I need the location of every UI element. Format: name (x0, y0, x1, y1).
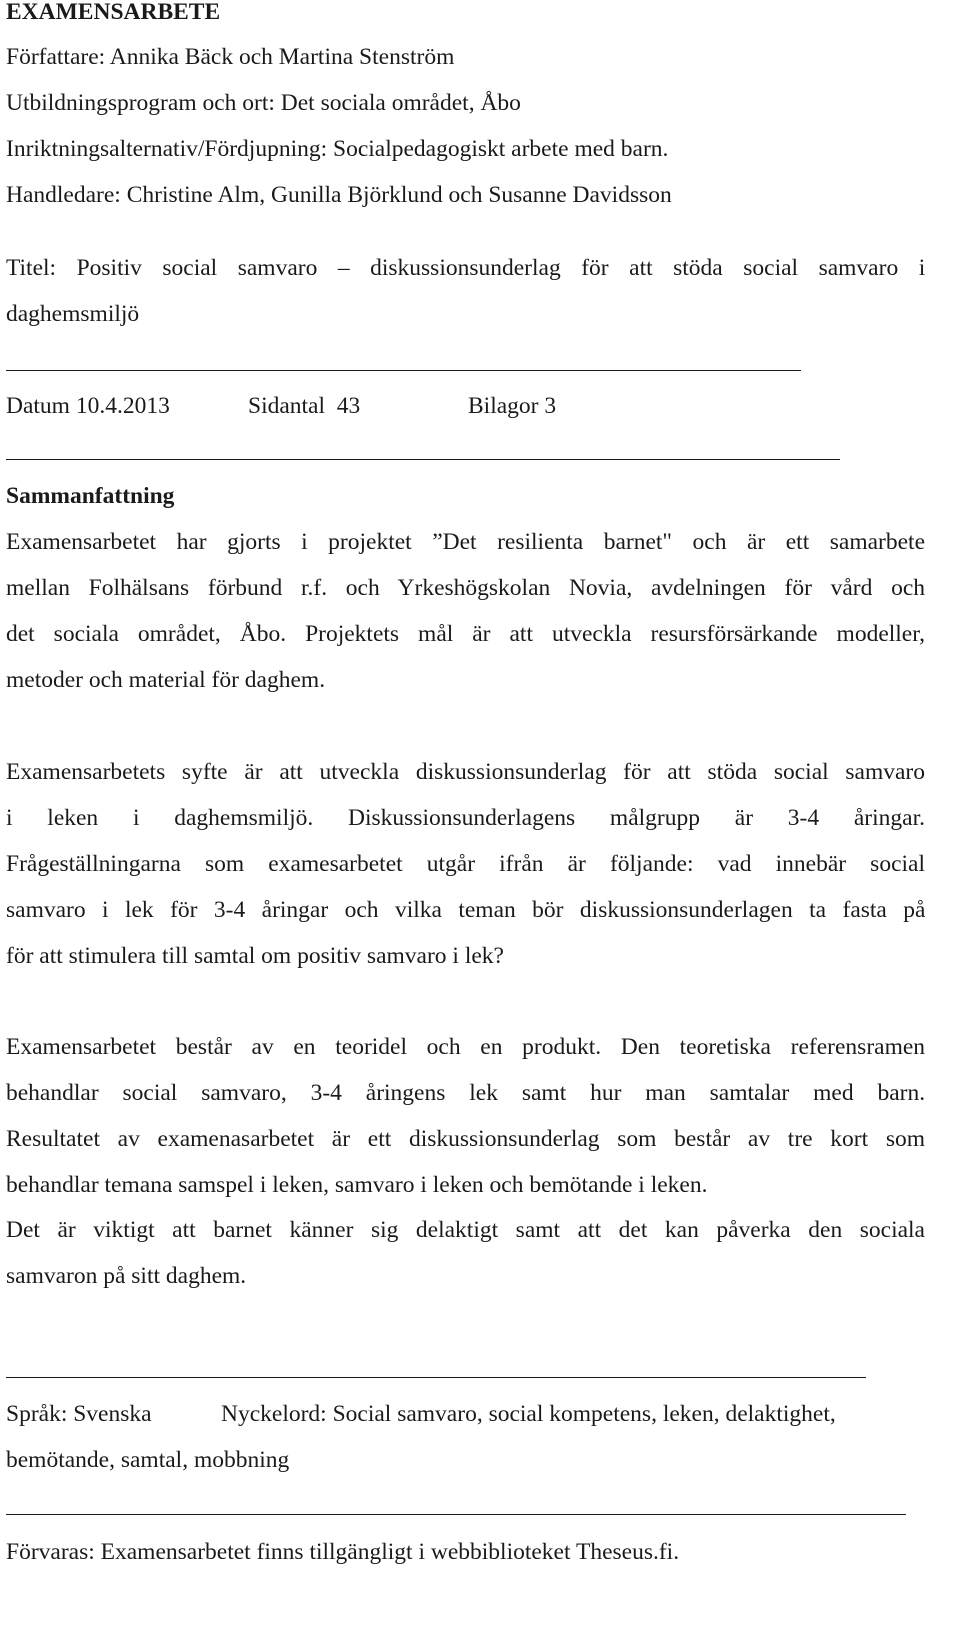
summary-p1-line-1: Examensarbetet har gjorts i projektet ”Det resilienta barnet" och är ett samarbete (6, 529, 925, 555)
summary-p2-line-2: i leken i daghemsmiljö. Diskussionsunderlagens målgrupp är 3-4 åringar. (6, 805, 925, 831)
storage-line: Förvaras: Examensarbetet finns tillgängligt i webbiblioteket Theseus.fi. (6, 1539, 680, 1565)
summary-p3-line-2: behandlar social samvaro, 3-4 åringens lek samt hur man samtalar med barn. (6, 1080, 925, 1106)
thesis-title-line-2: daghemsmiljö (6, 301, 140, 327)
summary-p2-line-3: Frågeställningarna som examesarbetet utgår ifrån är följande: vad innebär social (6, 851, 925, 877)
authors-line: Författare: Annika Bäck och Martina Stenström (6, 44, 455, 70)
divider-3 (6, 1377, 866, 1378)
divider-2 (6, 459, 840, 460)
summary-p1-line-3: det sociala området, Åbo. Projektets mål är att utveckla resursförsärkande modeller, (6, 621, 925, 647)
summary-heading: Sammanfattning (6, 483, 175, 509)
program-line: Utbildningsprogram och ort: Det sociala området, Åbo (6, 90, 521, 116)
summary-p2-line-1: Examensarbetets syfte är att utveckla diskussionsunderlag för att stöda social samvaro (6, 759, 925, 785)
divider-1 (6, 370, 801, 371)
summary-p3-line-1: Examensarbetet består av en teoridel och en produkt. Den teoretiska referensramen (6, 1034, 925, 1060)
divider-4 (6, 1514, 906, 1515)
date-field: Datum 10.4.2013 (6, 393, 170, 419)
language-field: Språk: Svenska (6, 1401, 152, 1427)
summary-p2-line-4: samvaro i lek för 3-4 åringar och vilka teman bör diskussionsunderlagen ta fasta på (6, 897, 925, 923)
supervisors-line: Handledare: Christine Alm, Gunilla Björklund och Susanne Davidsson (6, 182, 672, 208)
appendices-field: Bilagor 3 (468, 393, 557, 419)
orientation-line: Inriktningsalternativ/Fördjupning: Socialpedagogiskt arbete med barn. (6, 136, 669, 162)
summary-p3-line-4: behandlar temana samspel i leken, samvaro i leken och bemötande i leken. (6, 1172, 708, 1198)
document-title: EXAMENSARBETE (6, 0, 221, 25)
summary-p3-line-6: samvaron på sitt daghem. (6, 1263, 247, 1289)
summary-p3-line-3: Resultatet av examenasarbetet är ett diskussionsunderlag som består av tre kort som (6, 1126, 925, 1152)
summary-p3-line-5: Det är viktigt att barnet känner sig delaktigt samt att det kan påverka den sociala (6, 1217, 925, 1243)
summary-p1-line-4: metoder och material för daghem. (6, 667, 326, 693)
keywords-line-1: Nyckelord: Social samvaro, social kompetens, leken, delaktighet, (221, 1401, 836, 1427)
thesis-title-line-1: Titel: Positiv social samvaro – diskussionsunderlag för att stöda social samvaro i (6, 255, 925, 281)
summary-p1-line-2: mellan Folhälsans förbund r.f. och Yrkeshögskolan Novia, avdelningen för vård och (6, 575, 925, 601)
page-count-field: Sidantal 43 (248, 393, 361, 419)
summary-p2-line-5: för att stimulera till samtal om positiv samvaro i lek? (6, 943, 504, 969)
keywords-line-2: bemötande, samtal, mobbning (6, 1447, 290, 1473)
